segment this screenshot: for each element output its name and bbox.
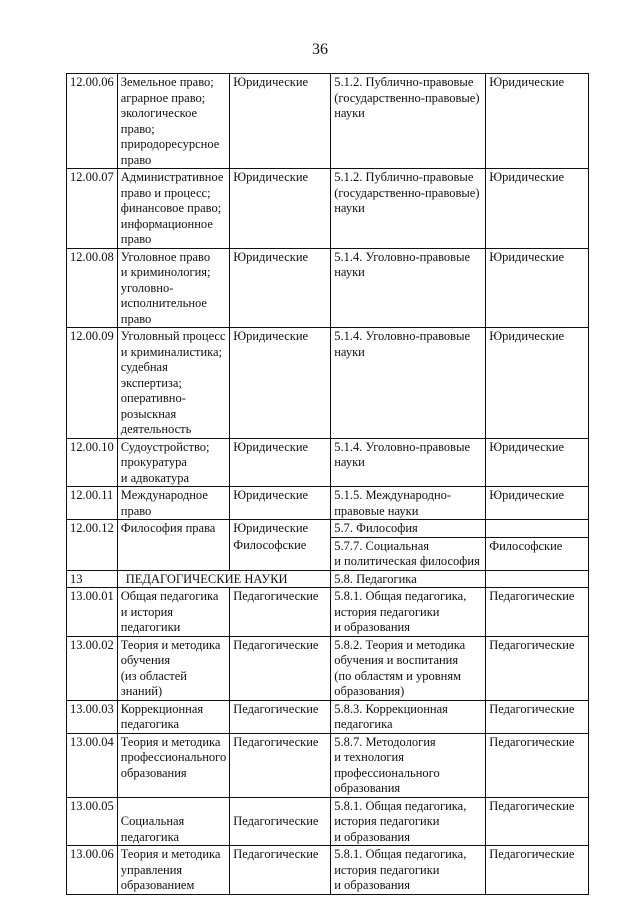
pedagogy-rows xyxy=(67,588,589,895)
section-spec-cell: 5.8. Педагогика xyxy=(331,570,486,588)
new-branch-cell: Юридические xyxy=(486,169,589,249)
old-branch-cell: Педагогические xyxy=(230,636,331,700)
old-branch-cell: Юридические xyxy=(230,328,331,439)
new-spec-cell: 5.8.7. Методология и технология профессионального образования xyxy=(331,733,486,797)
old-name-cell: Административное право и процесс; финансовое право; информационное право xyxy=(117,169,229,249)
new-branch-cell: Педагогические xyxy=(486,797,589,846)
page-number: 36 xyxy=(312,41,328,58)
table-row xyxy=(67,588,589,637)
new-branch-cell xyxy=(486,520,589,538)
old-branch-cell: Юридические xyxy=(230,438,331,487)
old-name-cell: Теория и методика профессионального образования xyxy=(117,733,229,797)
new-spec-cell: 5.8.3. Коррекционная педагогика xyxy=(331,700,486,733)
section-title-cell: ПЕДАГОГИЧЕСКИЕ НАУКИ xyxy=(117,570,330,588)
new-branch-cell: Педагогические xyxy=(486,700,589,733)
new-spec-cell: 5.1.2. Публично-правовые (государственно-правовые) науки xyxy=(331,74,486,169)
old-name-cell: Международное право xyxy=(117,487,229,520)
table-row xyxy=(67,636,589,700)
new-spec-cell: 5.8.1. Общая педагогика, история педагогики и образования xyxy=(331,797,486,846)
table-row xyxy=(67,169,589,249)
new-branch-cell: Юридические xyxy=(486,438,589,487)
old-code-cell: 12.00.07 xyxy=(67,169,118,249)
new-spec-cell: 5.8.2. Теория и методика обучения и воспитания (по областям и уровням образования) xyxy=(331,636,486,700)
old-code-cell: 13.00.06 xyxy=(67,846,118,895)
new-spec-cell: 5.1.5. Международно- правовые науки xyxy=(331,487,486,520)
old-name-cell: Уголовное право и криминология; уголовно- исполнительное право xyxy=(117,248,229,328)
table-row xyxy=(67,700,589,733)
old-name-cell: Земельное право; аграрное право; экологическое право; природоресурсное право xyxy=(117,74,229,169)
law-rows xyxy=(67,74,589,520)
new-branch-cell: Юридические xyxy=(486,487,589,520)
table-row xyxy=(67,846,589,895)
old-branch-cell: Педагогические xyxy=(230,700,331,733)
old-code-cell: 12.00.09 xyxy=(67,328,118,439)
new-branch-cell: Философские xyxy=(486,537,589,570)
old-code-cell: 12.00.11 xyxy=(67,487,118,520)
old-branch-cell: Юридические xyxy=(230,520,331,538)
table-row xyxy=(67,248,589,328)
old-code-cell: 12.00.12 xyxy=(67,520,118,571)
new-spec-cell: 5.7. Философия xyxy=(331,520,486,538)
new-spec-cell: 5.1.4. Уголовно-правовые науки xyxy=(331,438,486,487)
table-row xyxy=(67,438,589,487)
old-branch-cell: Юридические xyxy=(230,74,331,169)
table-row xyxy=(67,328,589,439)
specialties-table xyxy=(66,73,589,895)
old-code-cell: 13.00.01 xyxy=(67,588,118,637)
new-branch-cell: Юридические xyxy=(486,74,589,169)
old-code-cell: 12.00.06 xyxy=(67,74,118,169)
new-spec-cell: 5.8.1. Общая педагогика, история педагогики и образования xyxy=(331,846,486,895)
section-code-cell: 13 xyxy=(67,570,118,588)
new-branch-cell: Педагогические xyxy=(486,636,589,700)
new-spec-cell: 5.1.4. Уголовно-правовые науки xyxy=(331,248,486,328)
new-branch-cell: Юридические xyxy=(486,248,589,328)
new-spec-cell: 5.1.2. Публично-правовые (государственно-правовые) науки xyxy=(331,169,486,249)
old-branch-cell: Юридические xyxy=(230,169,331,249)
old-code-cell: 13.00.04 xyxy=(67,733,118,797)
table-row xyxy=(67,487,589,520)
new-branch-cell: Педагогические xyxy=(486,588,589,637)
old-code-cell: 13.00.02 xyxy=(67,636,118,700)
new-spec-cell: 5.1.4. Уголовно-правовые науки xyxy=(331,328,486,439)
old-name-cell: Общая педагогика и история педагогики xyxy=(117,588,229,637)
old-name-cell: Философия права xyxy=(117,520,229,571)
old-name-cell: Теория и методика управления образованием xyxy=(117,846,229,895)
new-branch-cell: Юридические xyxy=(486,328,589,439)
new-branch-cell: Педагогические xyxy=(486,733,589,797)
old-branch-cell: Юридические xyxy=(230,487,331,520)
old-code-cell: 13.00.05 xyxy=(67,797,118,846)
new-spec-cell: 5.8.1. Общая педагогика, история педагогики и образования xyxy=(331,588,486,637)
table-row xyxy=(67,74,589,169)
old-code-cell: 12.00.08 xyxy=(67,248,118,328)
old-branch-cell: Педагогические xyxy=(230,797,331,846)
table-row xyxy=(67,733,589,797)
philosophy-rows xyxy=(67,520,589,588)
old-branch-cell: Философские xyxy=(230,537,331,570)
old-branch-cell: Педагогические xyxy=(230,588,331,637)
section-branch-cell xyxy=(486,570,589,588)
old-name-cell: Социальная педагогика xyxy=(117,797,229,846)
section-row xyxy=(67,570,589,588)
old-code-cell: 13.00.03 xyxy=(67,700,118,733)
new-branch-cell: Педагогические xyxy=(486,846,589,895)
new-spec-cell: 5.7.7. Социальная и политическая философия xyxy=(331,537,486,570)
old-branch-cell: Юридические xyxy=(230,248,331,328)
old-code-cell: 12.00.10 xyxy=(67,438,118,487)
old-name-cell: Уголовный процесс и криминалистика; судебная экспертиза; оперативно- розыскная деятельность xyxy=(117,328,229,439)
table-row xyxy=(67,520,589,538)
old-branch-cell: Педагогические xyxy=(230,846,331,895)
old-name-cell: Судоустройство; прокуратура и адвокатура xyxy=(117,438,229,487)
old-branch-cell: Педагогические xyxy=(230,733,331,797)
old-name-cell: Теория и методика обучения (из областей знаний) xyxy=(117,636,229,700)
old-name-cell: Коррекционная педагогика xyxy=(117,700,229,733)
table-row xyxy=(67,797,589,846)
